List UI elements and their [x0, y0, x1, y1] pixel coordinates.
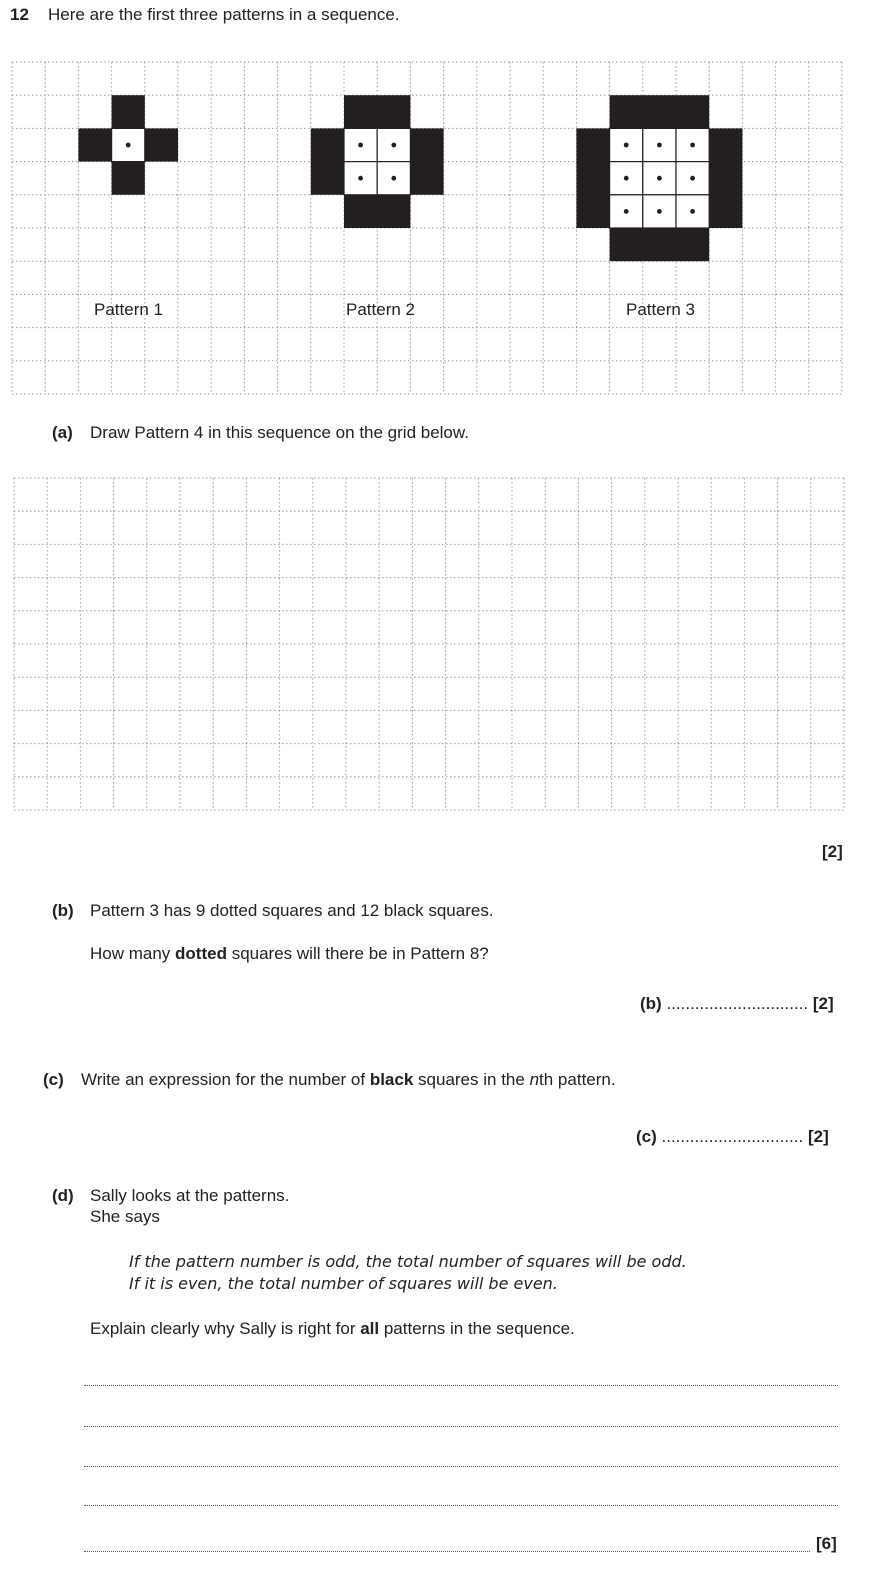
answer-grid[interactable] — [14, 478, 844, 810]
pattern-3-label: Pattern 3 — [626, 300, 695, 319]
dot — [690, 143, 695, 148]
part-b-answer-label: (b) — [640, 994, 662, 1013]
answer-line-3[interactable] — [84, 1466, 838, 1467]
black-arm-right — [410, 128, 443, 194]
dot — [391, 176, 396, 181]
dot — [126, 143, 131, 148]
part-a-text: Draw Pattern 4 in this sequence on the grid below. — [90, 423, 469, 442]
answer-line-2[interactable] — [84, 1426, 838, 1427]
part-d-explain-post: patterns in the sequence. — [379, 1319, 575, 1338]
answer-line-1[interactable] — [84, 1385, 838, 1386]
pattern-2 — [311, 95, 444, 228]
part-b-question-post: squares will there be in Pattern 8? — [226, 944, 489, 963]
part-c-text-post: th pattern. — [539, 1070, 616, 1089]
part-c-text-italic: n — [529, 1070, 540, 1089]
sally-quote-line1: If the pattern number is odd, the total number of squares will be odd. — [129, 1252, 687, 1271]
black-arm-left — [78, 128, 111, 161]
sally-quote-line2: If it is even, the total number of squares will be even. — [129, 1274, 558, 1293]
question-number: 12 — [10, 5, 29, 24]
part-c-text-pre: Write an expression for the number of — [81, 1070, 370, 1089]
answer-line-5[interactable] — [84, 1551, 810, 1552]
black-arm-left — [311, 128, 344, 194]
dot — [358, 143, 363, 148]
black-arm-right — [709, 128, 742, 228]
black-arm-right — [145, 128, 178, 161]
black-arm-top — [344, 95, 410, 128]
part-c-answer[interactable] — [636, 1127, 829, 1147]
dot — [391, 143, 396, 148]
part-b-answer-dots[interactable]: .............................. — [666, 994, 809, 1013]
part-b-letter: (b) — [52, 901, 74, 920]
black-arm-top — [112, 95, 145, 128]
part-b-question-pre: How many — [90, 944, 176, 963]
part-c-answer-label: (c) — [636, 1127, 657, 1146]
part-d-line2: She says — [90, 1207, 160, 1226]
part-c-text-bold: black — [369, 1070, 414, 1089]
part-b-question-bold: dotted — [175, 944, 227, 963]
part-b-marks: [2] — [812, 994, 834, 1013]
dot — [657, 143, 662, 148]
dot — [690, 176, 695, 181]
part-a-marks: [2] — [822, 842, 843, 861]
dot — [624, 209, 629, 214]
black-arm-bottom — [112, 162, 145, 195]
black-arm-left — [576, 128, 609, 228]
dot — [690, 209, 695, 214]
part-d-explain — [90, 1319, 575, 1339]
dot — [657, 209, 662, 214]
black-arm-bottom — [344, 195, 410, 228]
pattern-2-label: Pattern 2 — [346, 300, 415, 319]
part-c-text-mid: squares in the — [413, 1070, 530, 1089]
part-b-question — [90, 944, 489, 964]
part-a-letter: (a) — [52, 423, 73, 442]
part-d-letter: (d) — [52, 1186, 74, 1205]
pattern-1 — [78, 95, 178, 195]
part-d-marks: [6] — [816, 1534, 837, 1553]
question-intro: Here are the first three patterns in a sequence. — [48, 5, 400, 24]
dot — [358, 176, 363, 181]
answer-line-4[interactable] — [84, 1505, 838, 1506]
dot — [657, 176, 662, 181]
part-c-answer-dots[interactable]: .............................. — [661, 1127, 804, 1146]
part-d-explain-bold: all — [360, 1319, 380, 1338]
dot — [624, 176, 629, 181]
part-b-text: Pattern 3 has 9 dotted squares and 12 black squares. — [90, 901, 494, 920]
part-c-text — [81, 1070, 616, 1090]
part-c-marks: [2] — [807, 1127, 829, 1146]
pattern-1-label: Pattern 1 — [94, 300, 163, 319]
part-d-line1: Sally looks at the patterns. — [90, 1186, 290, 1205]
black-arm-top — [610, 95, 710, 128]
dot — [624, 143, 629, 148]
pattern-3 — [576, 95, 742, 261]
part-b-answer[interactable] — [640, 994, 834, 1014]
part-c-letter: (c) — [43, 1070, 64, 1089]
black-arm-bottom — [610, 228, 710, 261]
part-d-explain-pre: Explain clearly why Sally is right for — [90, 1319, 361, 1338]
